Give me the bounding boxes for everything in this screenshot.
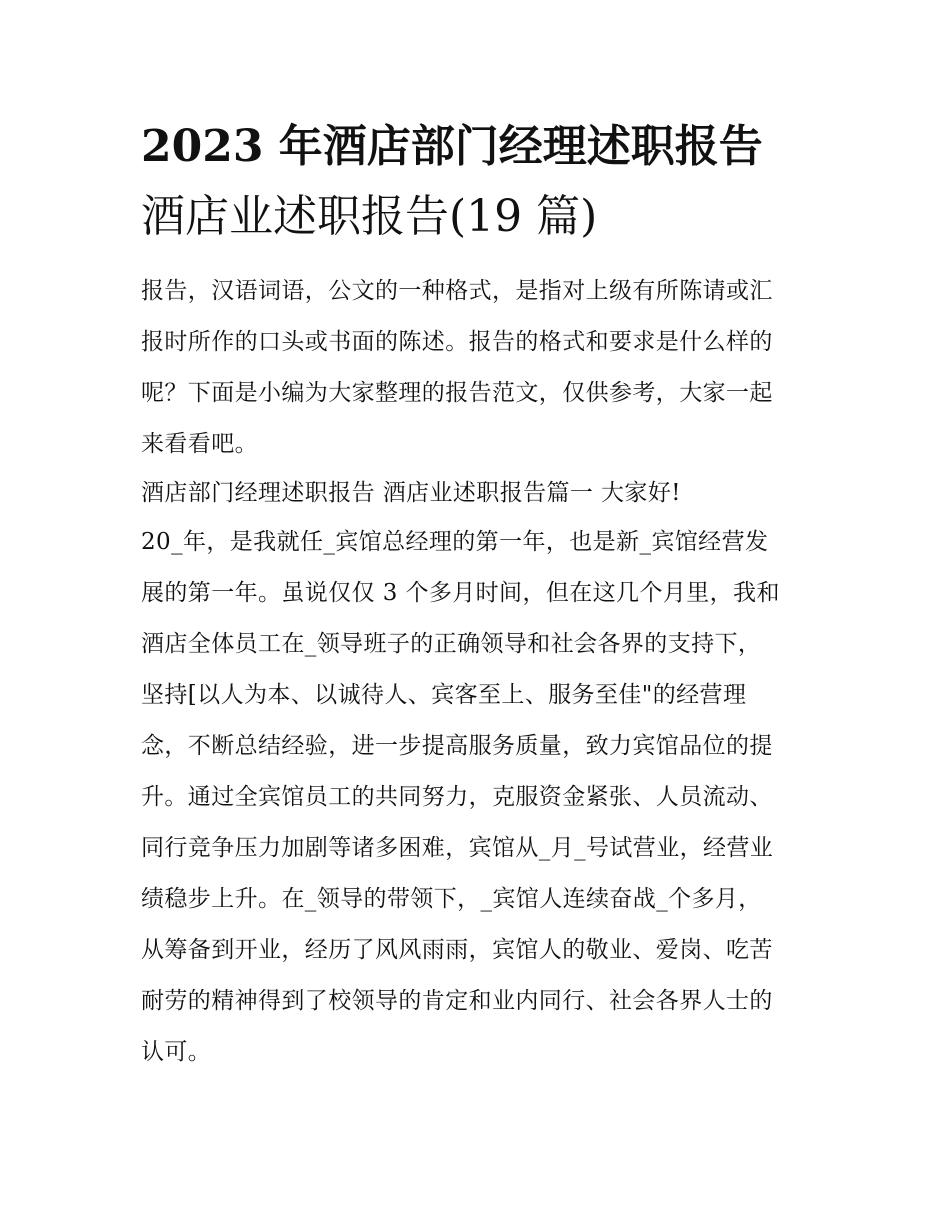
title-line-1: 2023 年酒店部门经理述职报告	[141, 121, 763, 172]
body-line: 坚持[以人为本、以诚待人、宾客至上、服务至佳"的经营理	[141, 682, 747, 708]
body-line: 20_年，是我就任_宾馆总经理的第一年，也是新_宾馆经营发	[141, 529, 769, 555]
document-page	[141, 112, 813, 1078]
intro-line: 来看看吧。	[141, 431, 258, 457]
body-line: 绩稳步上升。在_领导的带领下，_宾馆人连续奋战_个多月，	[141, 886, 762, 912]
body-line: 升。通过全宾馆员工的共同努力，克服资金紧张、人员流动、	[141, 784, 773, 810]
body-line: 同行竞争压力加剧等诸多困难，宾馆从_月_号试营业，经营业	[141, 835, 774, 861]
body-line: 酒店全体员工在_领导班子的正确领导和社会各界的支持下，	[141, 631, 762, 657]
intro-line: 报告，汉语词语，公文的一种格式，是指对上级有所陈请或汇	[141, 278, 773, 304]
intro-line: 报时所作的口头或书面的陈述。报告的格式和要求是什么样的	[141, 329, 773, 355]
body-line: 耐劳的精神得到了校领导的肯定和业内同行、社会各界人士的	[141, 988, 773, 1014]
body-line: 从筹备到开业，经历了风风雨雨，宾馆人的敬业、爱岗、吃苦	[141, 937, 773, 963]
title-line-2: 酒店业述职报告(19 篇)	[141, 191, 598, 242]
section-heading: 酒店部门经理述职报告 酒店业述职报告篇一 大家好!	[141, 480, 681, 506]
body-line: 认可。	[141, 1039, 212, 1065]
body-paragraph	[141, 517, 813, 1078]
intro-paragraph	[141, 266, 813, 470]
intro-line: 呢？下面是小编为大家整理的报告范文，仅供参考，大家一起	[141, 380, 773, 406]
body-line: 念，不断总结经验，进一步提高服务质量，致力宾馆品位的提	[141, 733, 773, 759]
body-line: 展的第一年。虽说仅仅 3 个多月时间，但在这几个月里，我和	[141, 580, 780, 606]
document-title	[141, 112, 813, 252]
